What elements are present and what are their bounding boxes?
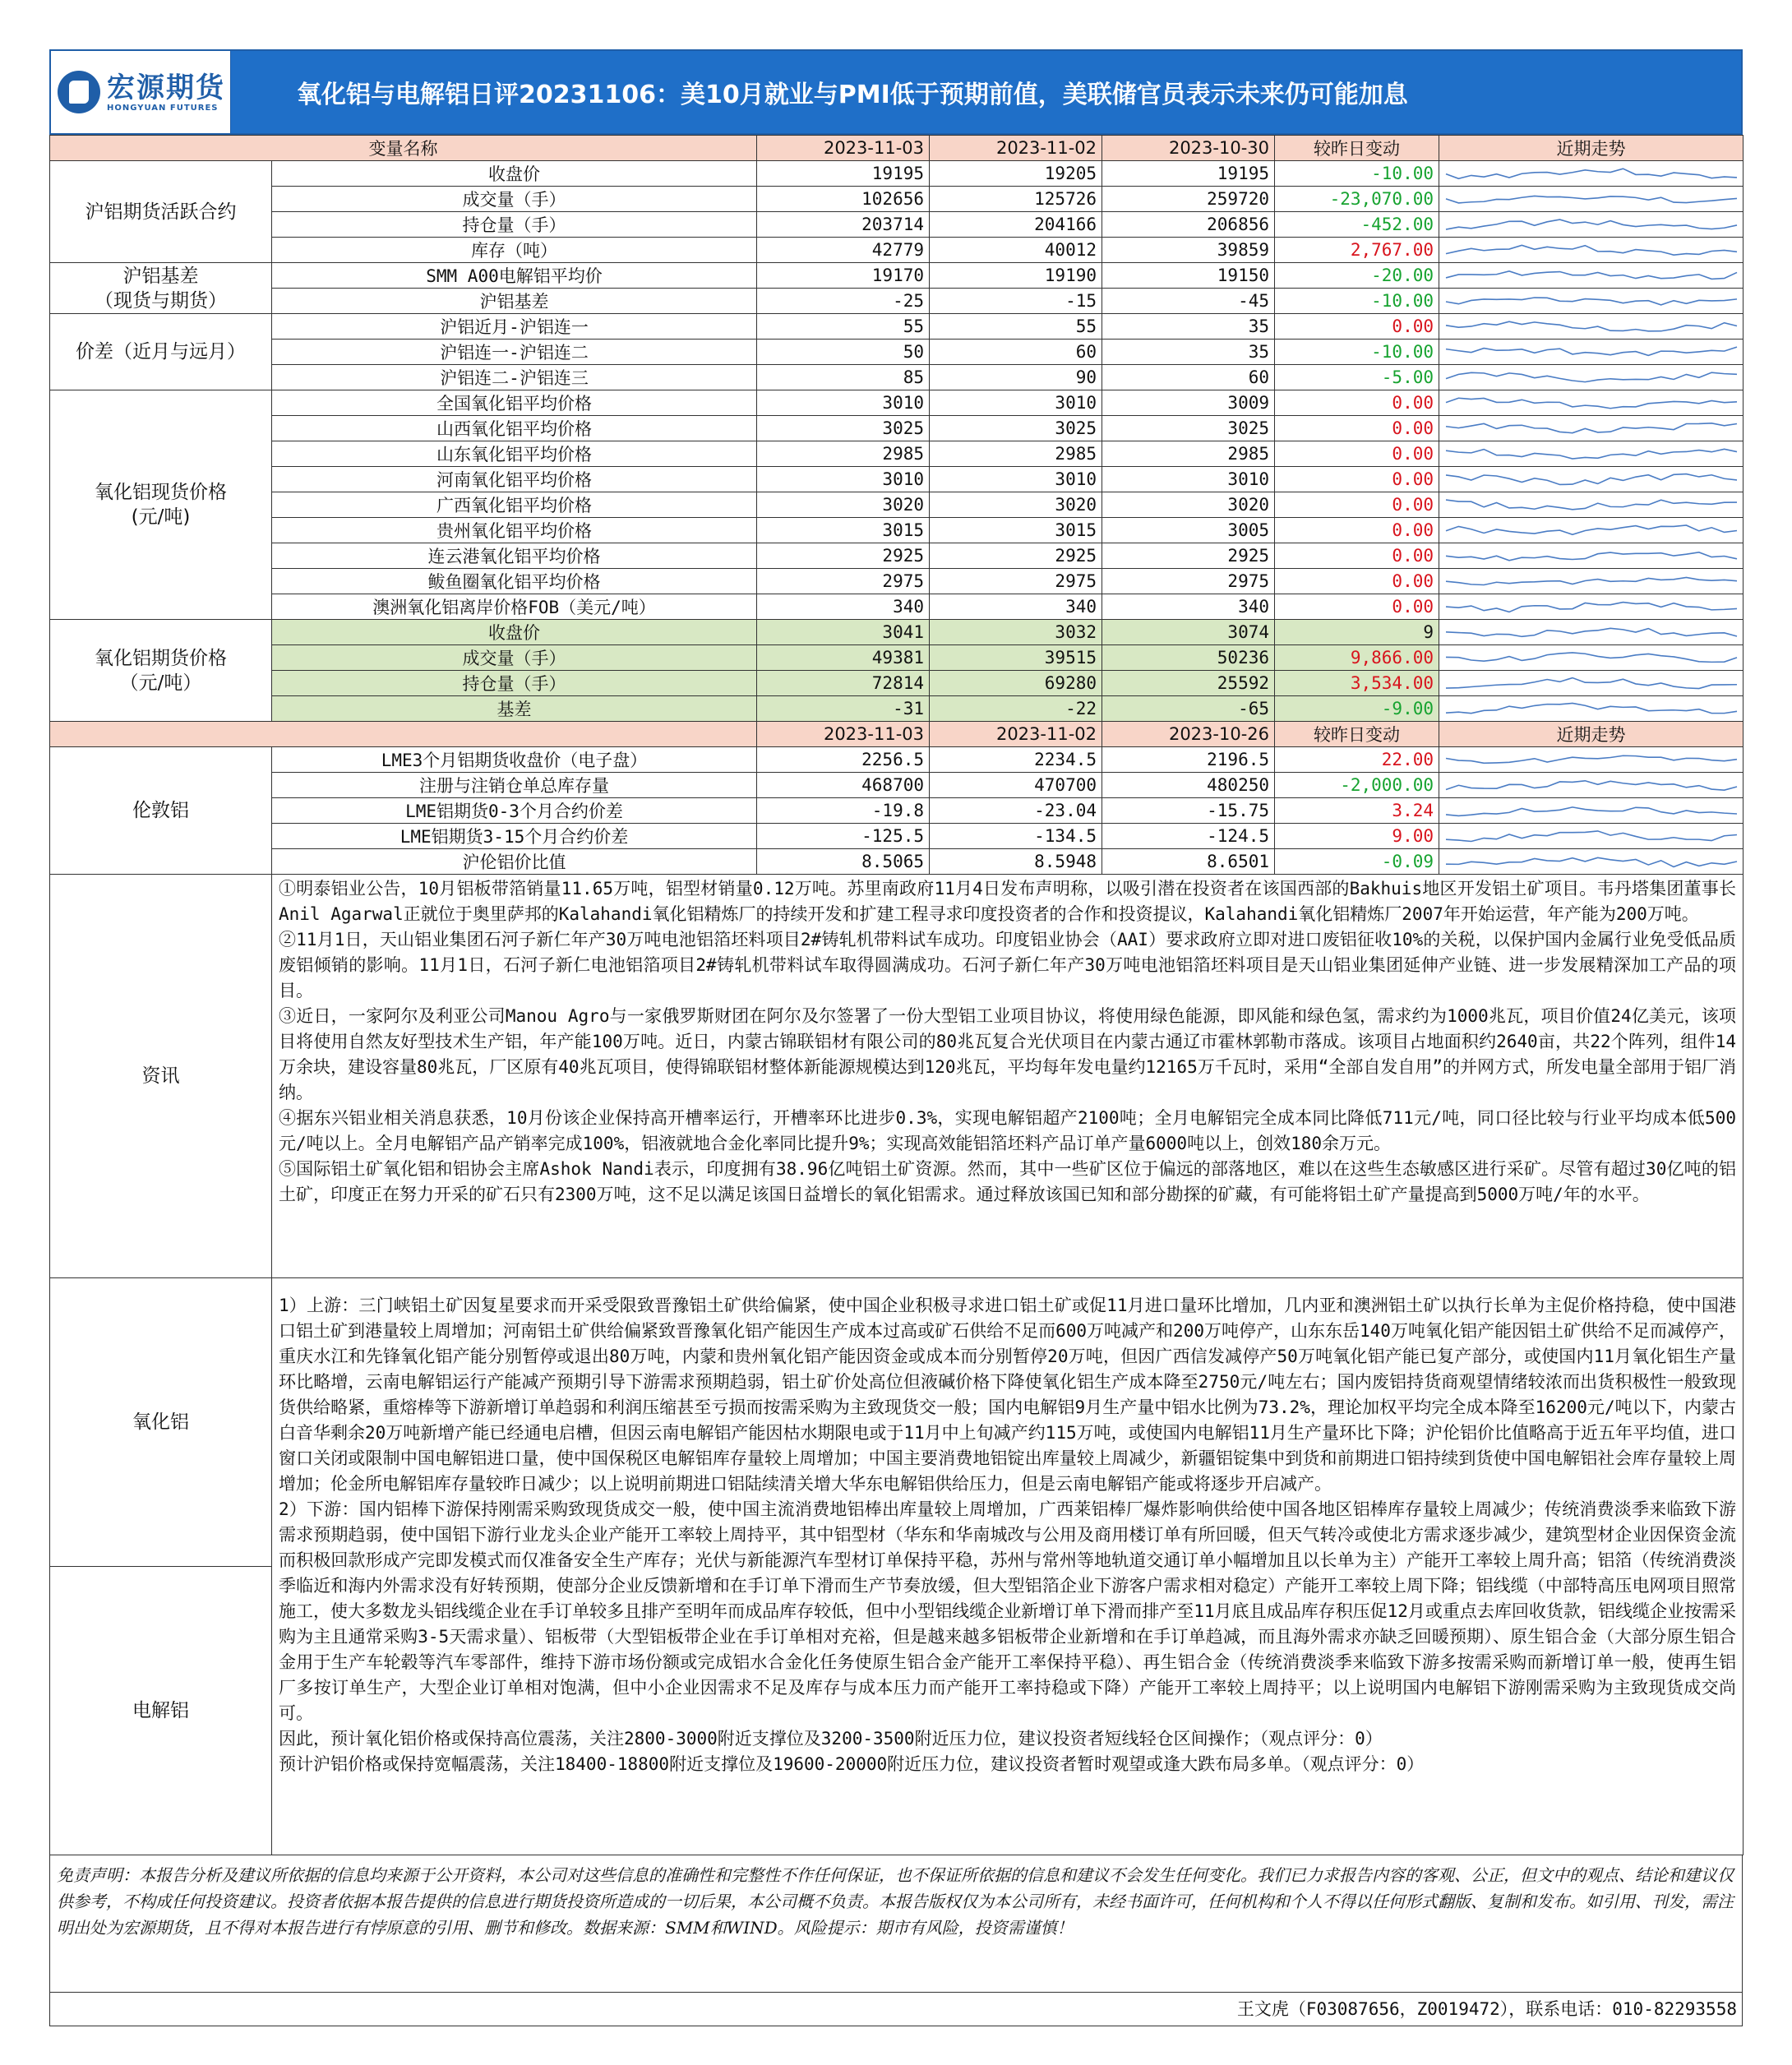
table-row	[50, 492, 1744, 518]
row-name: 成交量（手）	[272, 645, 757, 671]
table-row	[50, 365, 1744, 390]
change-value: 3.24	[1275, 798, 1439, 824]
header-date-2: 2023-11-02	[930, 136, 1102, 161]
value-date-1: 42779	[757, 238, 930, 263]
table-row	[50, 314, 1744, 340]
row-name: 沪铝连二-沪铝连三	[272, 365, 757, 390]
trend-sparkline	[1439, 671, 1744, 695]
table-row	[50, 569, 1744, 594]
value-date-2: 55	[930, 314, 1102, 340]
value-date-1: -25	[757, 289, 930, 314]
value-date-3: 3010	[1102, 467, 1275, 492]
table-row	[50, 671, 1744, 696]
trend-cell	[1439, 594, 1744, 620]
trend-cell	[1439, 187, 1744, 212]
change-value: -5.00	[1275, 365, 1439, 390]
trend-cell	[1439, 849, 1744, 875]
table-row	[50, 773, 1744, 798]
row-name: 成交量（手）	[272, 187, 757, 212]
logo-icon	[58, 71, 100, 113]
row-name: SMM A00电解铝平均价	[272, 263, 757, 289]
value-date-3: 3020	[1102, 492, 1275, 518]
change-value: 22.00	[1275, 747, 1439, 773]
table-row	[50, 645, 1744, 671]
value-date-2: 340	[930, 594, 1102, 620]
value-date-3: 19195	[1102, 161, 1275, 187]
value-date-3: -15.75	[1102, 798, 1275, 824]
value-date-1: 49381	[757, 645, 930, 671]
change-value: 2,767.00	[1275, 238, 1439, 263]
value-date-2: 39515	[930, 645, 1102, 671]
t2-header-date-1: 2023-11-03	[757, 722, 930, 747]
value-date-2: 2985	[930, 441, 1102, 467]
value-date-1: 3015	[757, 518, 930, 543]
value-date-3: 2985	[1102, 441, 1275, 467]
t2-header-trend: 近期走势	[1439, 722, 1744, 747]
sparkline-path	[1446, 245, 1737, 255]
value-date-2: 470700	[930, 773, 1102, 798]
row-name: 基差	[272, 696, 757, 722]
change-value: 0.00	[1275, 416, 1439, 441]
news-label: 资讯	[50, 875, 272, 1278]
analysis-alumina-outlook: 因此，预计氧化铝价格或保持高位震荡，关注2800-3000附近支撑位及3200-3500附近压力位，建议投资者短线轻仓区间操作；（观点评分：0）	[279, 1729, 1383, 1749]
table-row	[50, 161, 1744, 187]
table2-header-row	[50, 722, 1744, 747]
category-label: （现货与期货）	[95, 289, 227, 312]
sparkline-path	[1446, 831, 1737, 842]
sparkline-path	[1446, 474, 1737, 485]
value-date-3: 35	[1102, 314, 1275, 340]
trend-sparkline	[1439, 416, 1744, 441]
row-name: 持仓量（手）	[272, 671, 757, 696]
sparkline-path	[1446, 678, 1737, 689]
value-date-2: 90	[930, 365, 1102, 390]
value-date-1: 468700	[757, 773, 930, 798]
trend-sparkline	[1439, 518, 1744, 543]
value-date-1: 85	[757, 365, 930, 390]
trend-sparkline	[1439, 441, 1744, 466]
value-date-3: 2196.5	[1102, 747, 1275, 773]
value-date-2: 40012	[930, 238, 1102, 263]
trend-sparkline	[1439, 314, 1744, 339]
category-label: 沪铝基差	[122, 265, 199, 287]
change-value: -10.00	[1275, 161, 1439, 187]
category-label: (元/吨)	[131, 506, 191, 528]
category-label: 沪铝期货活跃合约	[85, 201, 237, 223]
value-date-2: 3032	[930, 620, 1102, 645]
category-alumina-futures	[50, 620, 272, 722]
change-value: 3,534.00	[1275, 671, 1439, 696]
value-date-3: 480250	[1102, 773, 1275, 798]
logo-en-text: HONGYUAN FUTURES	[107, 103, 219, 113]
change-value: 0.00	[1275, 594, 1439, 620]
value-date-3: -65	[1102, 696, 1275, 722]
trend-cell	[1439, 390, 1744, 416]
category-lme: 伦敦铝	[50, 747, 272, 875]
trend-sparkline	[1439, 340, 1744, 364]
trend-sparkline	[1439, 390, 1744, 415]
row-name: 注册与注销仓单总库存量	[272, 773, 757, 798]
value-date-1: 19170	[757, 263, 930, 289]
trend-sparkline	[1439, 798, 1744, 823]
sparkline-path	[1446, 525, 1737, 534]
value-date-3: 3074	[1102, 620, 1275, 645]
trend-sparkline	[1439, 263, 1744, 288]
table-row	[50, 212, 1744, 238]
value-date-1: 3020	[757, 492, 930, 518]
trend-cell	[1439, 416, 1744, 441]
row-name: 收盘价	[272, 161, 757, 187]
sparkline-path	[1446, 755, 1737, 763]
row-name: 鲅鱼圈氧化铝平均价格	[272, 569, 757, 594]
value-date-1: 2256.5	[757, 747, 930, 773]
trend-cell	[1439, 696, 1744, 722]
trend-cell	[1439, 492, 1744, 518]
trend-cell	[1439, 467, 1744, 492]
change-value: -0.09	[1275, 849, 1439, 875]
sparkline-path	[1446, 628, 1737, 636]
value-date-1: 72814	[757, 671, 930, 696]
sparkline-path	[1446, 398, 1737, 408]
row-name: 收盘价	[272, 620, 757, 645]
change-value: 0.00	[1275, 441, 1439, 467]
value-date-3: 25592	[1102, 671, 1275, 696]
alumina-label: 氧化铝	[50, 1278, 271, 1567]
row-name: 全国氧化铝平均价格	[272, 390, 757, 416]
value-date-1: 50	[757, 340, 930, 365]
value-date-2: 3010	[930, 467, 1102, 492]
analysis-row	[50, 1278, 1744, 1855]
trend-cell	[1439, 340, 1744, 365]
sparkline-path	[1446, 653, 1737, 662]
trend-cell	[1439, 212, 1744, 238]
trend-cell	[1439, 518, 1744, 543]
row-name: 贵州氧化铝平均价格	[272, 518, 757, 543]
row-name: 河南氧化铝平均价格	[272, 467, 757, 492]
header-varname: 变量名称	[50, 136, 757, 161]
sparkline-path	[1446, 423, 1737, 433]
change-value: -20.00	[1275, 263, 1439, 289]
value-date-1: -125.5	[757, 824, 930, 849]
row-name: 澳洲氧化铝离岸价格FOB（美元/吨）	[272, 594, 757, 620]
value-date-2: 3020	[930, 492, 1102, 518]
analysis-aluminum-outlook: 预计沪铝价格或保持宽幅震荡，关注18400-18800附近支撑位及19600-20000附近压力位，建议投资者暂时观望或逢大跌布局多单。（观点评分：0）	[279, 1754, 1425, 1774]
table-row	[50, 798, 1744, 824]
value-date-1: 340	[757, 594, 930, 620]
change-value: -9.00	[1275, 696, 1439, 722]
sparkline-path	[1446, 703, 1737, 713]
value-date-2: -134.5	[930, 824, 1102, 849]
row-name: 沪伦铝价比值	[272, 849, 757, 875]
trend-sparkline	[1439, 645, 1744, 670]
trend-cell	[1439, 238, 1744, 263]
trend-cell	[1439, 645, 1744, 671]
change-value: -10.00	[1275, 340, 1439, 365]
sparkline-path	[1446, 857, 1737, 866]
trend-sparkline	[1439, 747, 1744, 772]
value-date-2: 2234.5	[930, 747, 1102, 773]
trend-sparkline	[1439, 238, 1744, 262]
trend-sparkline	[1439, 849, 1744, 874]
category-label: 价差（近月与远月）	[76, 341, 246, 363]
value-date-1: 102656	[757, 187, 930, 212]
value-date-2: 69280	[930, 671, 1102, 696]
value-date-3: 8.6501	[1102, 849, 1275, 875]
table-row	[50, 263, 1744, 289]
trend-sparkline	[1439, 467, 1744, 492]
table-row	[50, 238, 1744, 263]
value-date-1: 3025	[757, 416, 930, 441]
t2-header-date-2: 2023-11-02	[930, 722, 1102, 747]
change-value: 0.00	[1275, 543, 1439, 569]
value-date-2: 2975	[930, 569, 1102, 594]
row-name: LME铝期货0-3个月合约价差	[272, 798, 757, 824]
value-date-1: 2925	[757, 543, 930, 569]
sparkline-path	[1446, 298, 1737, 305]
trend-cell	[1439, 798, 1744, 824]
analysis-upstream: 1）上游：三门峡铝土矿因复星要求而开采受限致晋豫铝土矿供给偏紧，使中国企业积极寻求进口铝土矿或促11月进口量环比增加，几内亚和澳洲铝土矿以执行长单为主促价格持稳，使中国港口铝土矿到港量较上周增加；河南铝土矿供给偏紧致晋豫氧化铝产能因生产成本过高或矿石供给不足而600万吨减产和200万吨停产，山东东岳140万吨氧化铝产能因铝土矿供给不足而减停产，重庆水江和先锋氧化铝产能分别暂停或退出80万吨，内蒙和贵州氧化铝产能因资金或成本而分别暂停20万吨，但因广西信发减停产50万吨氧化铝产能已复产部分，或使国内11月氧化铝生产量环比略增，云南电解铝运行产能减产预期引导下游需求预期趋弱，铝土矿价处高位但液碱价格下降使氧化铝生产成本降至2750元/吨左右；国内废铝持货商观望情绪较浓而出货积极性一般致现货供给略紧，重熔棒等下游新增订单趋弱和利润压缩甚至亏损而按需采购为主致现货交一般；国内电解铝9月生产量中铝水比例为73.2%，理论加权平均完全成本降至16200元/吨以下，内蒙古白音华剩余20万吨新增产能已经通电启槽，但因云南电解铝产能因枯水期限电或于11月中上旬减产约115万吨，或使国内电解铝11月生产量环比下降；沪伦铝价比值略高于近五年平均值，进口窗口关闭或限制中国电解铝进口量，使中国保税区电解铝库存量较上周增加；中国主要消费地铝锭出库量较上周减少，新疆铝锭集中到货和前期进口铝持续到货使中国电解铝社会库存量较上周增加；伦金所电解铝库存量较昨日减少；以上说明前期进口铝陆续清关增大华东电解铝供给压力，但是云南电解铝产能或将逐步开启减产。	[279, 1296, 1736, 1494]
value-date-1: 3010	[757, 467, 930, 492]
sparkline-path	[1446, 169, 1737, 178]
row-name: LME3个月铝期货收盘价（电子盘）	[272, 747, 757, 773]
header-trend: 近期走势	[1439, 136, 1744, 161]
trend-cell	[1439, 773, 1744, 798]
value-date-1: 3041	[757, 620, 930, 645]
change-value: -452.00	[1275, 212, 1439, 238]
table-row	[50, 824, 1744, 849]
sparkline-path	[1446, 603, 1737, 612]
value-date-2: -15	[930, 289, 1102, 314]
sparkline-path	[1446, 807, 1737, 816]
value-date-3: 3009	[1102, 390, 1275, 416]
trend-sparkline	[1439, 696, 1744, 721]
value-date-2: 3010	[930, 390, 1102, 416]
category-alumina-spot	[50, 390, 272, 620]
value-date-3: 340	[1102, 594, 1275, 620]
news-row	[50, 875, 1744, 1278]
sparkline-path	[1446, 552, 1737, 561]
trend-cell	[1439, 263, 1744, 289]
change-value: 0.00	[1275, 390, 1439, 416]
trend-sparkline	[1439, 824, 1744, 848]
value-date-2: 60	[930, 340, 1102, 365]
change-value: 9	[1275, 620, 1439, 645]
change-value: -2,000.00	[1275, 773, 1439, 798]
sparkline-path	[1446, 347, 1737, 355]
trend-cell	[1439, 824, 1744, 849]
trend-cell	[1439, 671, 1744, 696]
table-row	[50, 518, 1744, 543]
change-value: 0.00	[1275, 314, 1439, 340]
category-label: 氧化铝现货价格	[95, 482, 227, 503]
value-date-2: 204166	[930, 212, 1102, 238]
category-basis	[50, 263, 272, 314]
row-name: 持仓量（手）	[272, 212, 757, 238]
value-date-3: 19150	[1102, 263, 1275, 289]
change-value: -10.00	[1275, 289, 1439, 314]
value-date-3: 259720	[1102, 187, 1275, 212]
trend-sparkline	[1439, 773, 1744, 797]
table-row	[50, 441, 1744, 467]
report-header	[49, 49, 1743, 135]
sparkline-path	[1446, 577, 1737, 584]
trend-sparkline	[1439, 492, 1744, 517]
trend-cell	[1439, 289, 1744, 314]
sparkline-path	[1446, 219, 1737, 229]
value-date-2: -22	[930, 696, 1102, 722]
value-date-3: -124.5	[1102, 824, 1275, 849]
value-date-1: 55	[757, 314, 930, 340]
table-row	[50, 594, 1744, 620]
change-value: 0.00	[1275, 518, 1439, 543]
sparkline-path	[1446, 500, 1737, 510]
logo-cn-text: 宏源期货	[107, 71, 225, 104]
trend-cell	[1439, 314, 1744, 340]
trend-sparkline	[1439, 543, 1744, 568]
table-header-row	[50, 136, 1744, 161]
value-date-2: 19190	[930, 263, 1102, 289]
change-value: 9,866.00	[1275, 645, 1439, 671]
category-spread	[50, 314, 272, 390]
value-date-1: 203714	[757, 212, 930, 238]
table-row	[50, 849, 1744, 875]
sparkline-path	[1446, 196, 1737, 202]
value-date-2: 3015	[930, 518, 1102, 543]
trend-cell	[1439, 365, 1744, 390]
analysis-text	[272, 1278, 1744, 1855]
table-row	[50, 340, 1744, 365]
table-row	[50, 187, 1744, 212]
value-date-1: 19195	[757, 161, 930, 187]
table-row	[50, 289, 1744, 314]
sparkline-path	[1446, 372, 1737, 381]
analysis-downstream: 2）下游：国内铝棒下游保持刚需采购致现货成交一般，使中国主流消费地铝棒出库量较上周增加，广西莱铝棒厂爆炸影响供给使中国各地区铝棒库存量较上周减少；传统消费淡季来临致下游需求预期趋弱，使中国铝下游行业龙头企业产能开工率较上周持平，其中铝型材（华东和华南城改与公用及商用楼订单有所回暖，但天气转冷或使北方需求逐步减少，建筑型材企业因保资金流而积极回款形成产完即发模式而仅准备安全生产库存；光伏与新能源汽车型材订单保持平稳，苏州与常州等地轨道交通订单小幅增加且以长单为主）产能开工率较上周升高；铝箔（传统消费淡季临近和海内外需求没有好转预期，使部分企业反馈新增和在手订单下滑而生产节奏放缓，但大型铝箔企业下游客户需求相对稳定）产能开工率较上周下降；铝线缆（中部特高压电网项目照常施工，使大多数龙头铝线缆企业在手订单较多且排产至明年而成品库存较低，但中小型铝线缆企业新增订单下滑而排产至11月底且成品库存积压促12月或重点去库回收货款，铝线缆企业按需采购为主且通常采购3-5天需求量）、铝板带（大型铝板带企业在手订单相对充裕，但是越来越多铝板带企业新增和在手订单趋减，而且海外需求亦缺乏回暖预期）、原生铝合金（大部分原生铝合金用于生产车轮毂等汽车零部件，维持下游市场份额或完成铝水合金化任务使原生铝合金产能开工率保持平稳）、再生铝合金（传统消费淡季来临致下游多按需采购而新增订单一般，使再生铝厂多按订单生产，大型企业订单相对饱满，但中小企业因需求不足及库存与成本压力而产能开工率持稳或下降）产能开工率较上周持平；以上说明国内电解铝下游刚需采购为主致现货成交尚可。	[279, 1499, 1736, 1723]
news-item: ④据东兴铝业相关消息获悉，10月份该企业保持高开槽率运行，开槽率环比进步0.3%，实现电解铝超产2100吨；全月电解铝完全成本同比降低711元/吨，同口径比较与行业平均成本低500元/吨以上。全月电解铝产品产销率完成100%，铝液就地合金化率同比提升9%；实现高效能铝箔坯料产品订单产量6000吨以上，创效180余万元。	[279, 1108, 1736, 1153]
value-date-2: 19205	[930, 161, 1102, 187]
value-date-3: -45	[1102, 289, 1275, 314]
header-date-3: 2023-10-30	[1102, 136, 1275, 161]
t2-header-change: 较昨日变动	[1275, 722, 1439, 747]
value-date-3: 50236	[1102, 645, 1275, 671]
trend-sparkline	[1439, 289, 1744, 313]
row-name: 山东氧化铝平均价格	[272, 441, 757, 467]
row-name: 沪铝近月-沪铝连一	[272, 314, 757, 340]
sparkline-path	[1446, 321, 1737, 331]
table-row	[50, 696, 1744, 722]
row-name: 连云港氧化铝平均价格	[272, 543, 757, 569]
company-logo	[51, 51, 231, 133]
value-date-2: 8.5948	[930, 849, 1102, 875]
trend-cell	[1439, 569, 1744, 594]
trend-cell	[1439, 543, 1744, 569]
news-item: ⑤国际铝土矿氧化铝和铝协会主席Ashok Nandi表示，印度拥有38.96亿吨铝土矿资源。然而，其中一些矿区位于偏远的部落地区，难以在这些生态敏感区进行采矿。尽管有超过30亿吨的铝土矿，印度正在努力开采的矿石只有2300万吨，这不足以满足该国日益增长的氧化铝需求。通过释放该国已知和部分勘探的矿藏，有可能将铝土矿产量提高到5000万吨/年的水平。	[279, 1159, 1736, 1204]
sparkline-path	[1446, 271, 1737, 279]
value-date-3: 35	[1102, 340, 1275, 365]
aluminum-label: 电解铝	[132, 1700, 189, 1721]
trend-cell	[1439, 441, 1744, 467]
table-row	[50, 416, 1744, 441]
change-value: 9.00	[1275, 824, 1439, 849]
value-date-3: 3025	[1102, 416, 1275, 441]
sparkline-path	[1446, 781, 1737, 790]
value-date-1: 3010	[757, 390, 930, 416]
news-item: ①明泰铝业公告，10月铝板带箔销量11.65万吨，铝型材销量0.12万吨。苏里南政府11月4日发布声明称，以吸引潜在投资者在该国西部的Bakhuis地区开发铝土矿项目。韦丹塔集团董事长Anil Agarwal正就位于奥里萨邦的Kalahandi氧化铝精炼厂的持续开发和扩建工程寻求印度投资者的合作和投资提议，Kalahandi氧化铝精炼厂2007年开始运营，年产能为200万吨。	[279, 879, 1736, 924]
value-date-3: 3005	[1102, 518, 1275, 543]
sparkline-path	[1446, 449, 1737, 459]
value-date-1: 2985	[757, 441, 930, 467]
trend-sparkline	[1439, 161, 1744, 186]
row-name: 库存（吨）	[272, 238, 757, 263]
row-name: 山西氧化铝平均价格	[272, 416, 757, 441]
value-date-2: -23.04	[930, 798, 1102, 824]
category-label: 氧化铝期货价格	[95, 647, 227, 669]
trend-sparkline	[1439, 594, 1744, 619]
analyst-footer: 王文虎（F03087656，Z0019472），联系电话：010-82293558	[49, 1993, 1743, 2026]
header-date-1: 2023-11-03	[757, 136, 930, 161]
news-item: ②11月1日，天山铝业集团石河子新仁年产30万吨电池铝箔坯料项目2#铸轧机带料试车成功。印度铝业协会（AAI）要求政府立即对进口废铝征收10%的关税，以保护国内金属行业免受低品质废铝倾销的影响。11月1日，石河子新仁电池铝箔项目2#铸轧机带料试车取得圆满成功。石河子新仁年产30万吨电池铝箔坯料项目是天山铝业集团延伸产业链、进一步发展精深加工产品的项目。	[279, 930, 1736, 1000]
value-date-2: 2925	[930, 543, 1102, 569]
trend-sparkline	[1439, 212, 1744, 237]
header-change: 较昨日变动	[1275, 136, 1439, 161]
table-row	[50, 390, 1744, 416]
news-item: ③近日，一家阿尔及利亚公司Manou Agro与一家俄罗斯财团在阿尔及尔签署了一份大型铝工业项目协议，将使用绿色能源，即风能和绿色氢，需求约为1000兆瓦，项目价值24亿美元，该项目将使用自然友好型技术生产铝，年产能100万吨。近日，内蒙古锦联铝材有限公司的80兆瓦复合光伏项目在内蒙古通辽市霍林郭勒市落成。该项目占地面积约2640亩，共22个阵列，组件14万余块，建设容量80兆瓦，厂区原有40兆瓦项目，使得锦联铝材整体新能源规模达到120兆瓦，平均每年发电量约12165万千瓦时，采用“全部自发自用”的并网方式，所发电量全部用于铝厂消纳。	[279, 1006, 1736, 1102]
data-table	[49, 135, 1744, 1855]
table-row	[50, 747, 1744, 773]
change-value: 0.00	[1275, 569, 1439, 594]
row-name: 沪铝连一-沪铝连二	[272, 340, 757, 365]
category-shfe-aluminum	[50, 161, 272, 263]
value-date-1: 2975	[757, 569, 930, 594]
change-value: -23,070.00	[1275, 187, 1439, 212]
row-name: 沪铝基差	[272, 289, 757, 314]
change-value: 0.00	[1275, 492, 1439, 518]
trend-sparkline	[1439, 620, 1744, 644]
news-text	[272, 875, 1744, 1278]
trend-cell	[1439, 620, 1744, 645]
value-date-2: 125726	[930, 187, 1102, 212]
value-date-3: 2975	[1102, 569, 1275, 594]
value-date-1: -19.8	[757, 798, 930, 824]
row-name: LME铝期货3-15个月合约价差	[272, 824, 757, 849]
value-date-3: 2925	[1102, 543, 1275, 569]
table-row	[50, 620, 1744, 645]
value-date-3: 60	[1102, 365, 1275, 390]
table-row	[50, 467, 1744, 492]
value-date-2: 3025	[930, 416, 1102, 441]
report-page	[49, 49, 1743, 2026]
report-title: 氧化铝与电解铝日评20231106：美10月就业与PMI低于预期前值，美联储官员表示未来仍可能加息	[231, 51, 1741, 133]
trend-sparkline	[1439, 187, 1744, 211]
trend-sparkline	[1439, 365, 1744, 390]
disclaimer: 免责声明：本报告分析及建议所依据的信息均来源于公开资料，本公司对这些信息的准确性和完整性不作任何保证，也不保证所依据的信息和建议不会发生任何变化。我们已力求报告内容的客观、公正，但文中的观点、结论和建议仅供参考，不构成任何投资建议。投资者依据本报告提供的信息进行期货投资所造成的一切后果，本公司概不负责。本报告版权仅为本公司所有，未经书面许可，任何机构和个人不得以任何形式翻版、复制和发布。如引用、刊发，需注明出处为宏源期货，且不得对本报告进行有悖原意的引用、删节和修改。数据来源：SMM和WIND。风险提示：期市有风险，投资需谨慎！	[49, 1855, 1743, 1993]
value-date-1: 8.5065	[757, 849, 930, 875]
trend-cell	[1439, 747, 1744, 773]
value-date-3: 39859	[1102, 238, 1275, 263]
table-row	[50, 543, 1744, 569]
value-date-1: -31	[757, 696, 930, 722]
t2-header-date-3: 2023-10-26	[1102, 722, 1275, 747]
row-name: 广西氧化铝平均价格	[272, 492, 757, 518]
change-value: 0.00	[1275, 467, 1439, 492]
trend-cell	[1439, 161, 1744, 187]
category-label: （元/吨）	[119, 672, 202, 694]
trend-sparkline	[1439, 569, 1744, 594]
value-date-3: 206856	[1102, 212, 1275, 238]
